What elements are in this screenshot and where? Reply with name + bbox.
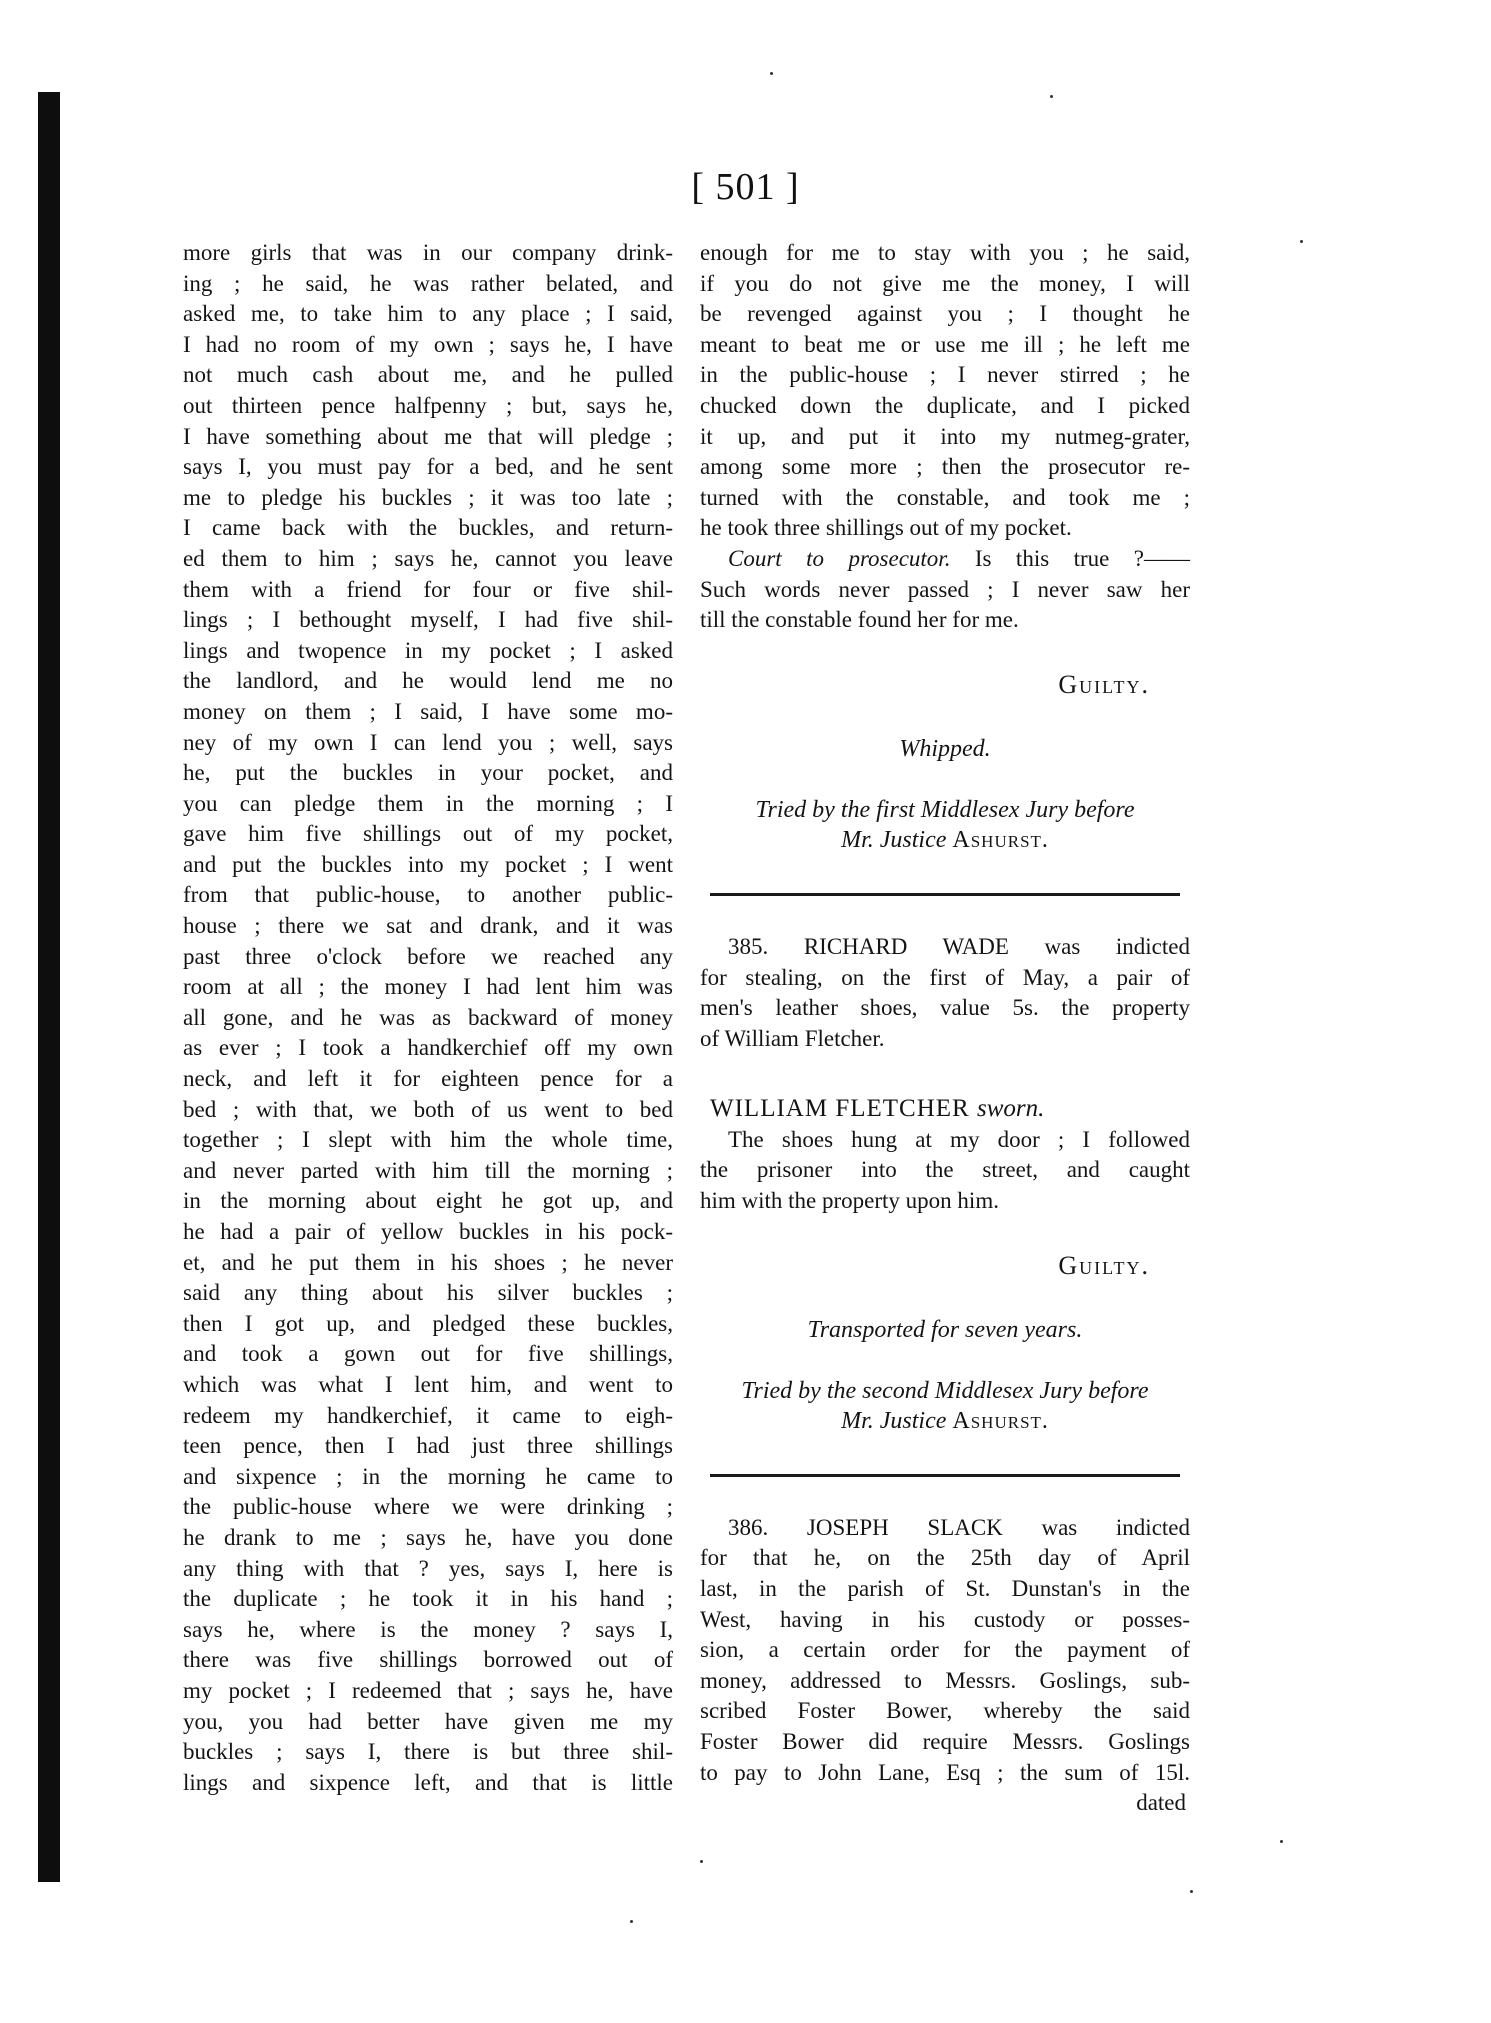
text-line: the public-house where we were drinking ; <box>183 1494 673 1520</box>
trial-note-line: Tried by the second Middlesex Jury before <box>741 1377 1149 1404</box>
text-line: lings and sixpence left, and that is little <box>183 1769 673 1795</box>
right-column <box>700 238 1190 1819</box>
paper-speck <box>630 1920 633 1923</box>
text-line: money, addressed to Messrs. Goslings, sub- <box>700 1667 1190 1693</box>
text-line: West, having in his custody or posses- <box>700 1606 1190 1632</box>
text-line: to pay to John Lane, Esq ; the sum of 15l. <box>700 1759 1190 1785</box>
text-line: for stealing, on the first of May, a pair of <box>700 964 1190 990</box>
text-line: from that public-house, to another public- <box>183 882 673 908</box>
text-line: he had a pair of yellow buckles in his pock- <box>183 1219 673 1244</box>
text-line: as ever ; I took a handkerchief off my own <box>183 1035 673 1061</box>
text-line: them with a friend for four or five shil- <box>183 576 673 602</box>
text-line: The shoes hung at my door ; I followed <box>728 1126 1190 1152</box>
text-line: I came back with the buckles, and return- <box>183 515 673 541</box>
text-line: if you do not give me the money, I will <box>700 270 1190 296</box>
prosecutor-answer <box>700 575 1190 636</box>
witness-sworn: sworn. <box>976 1095 1045 1123</box>
case-385 <box>700 932 1190 1054</box>
text-line: sion, a certain order for the payment of <box>700 1637 1190 1663</box>
text-line: the landlord, and he would lend me no <box>183 668 673 694</box>
text-line: till the constable found her for me. <box>700 607 1019 633</box>
verdict-385: Guilty. <box>1058 1250 1150 1280</box>
text-line: money on them ; I said, I have some mo- <box>183 698 673 724</box>
text-line: you, you had better have given me my <box>183 1708 673 1734</box>
text-line: the duplicate ; he took it in his hand ; <box>183 1586 673 1612</box>
text-line: it up, and put it into my nutmeg-grater, <box>700 423 1190 449</box>
text-line: past three o'clock before we reached any <box>183 943 673 969</box>
sentence-transported: Transported for seven years. <box>807 1317 1083 1344</box>
verdict-385-prior: Guilty. <box>1058 669 1150 699</box>
trial-note-line: Tried by the first Middlesex Jury before <box>755 796 1135 823</box>
text-line: in the public-house ; I never stirred ; he <box>700 362 1190 388</box>
text-line: and sixpence ; in the morning he came to <box>183 1463 673 1489</box>
text-line: house ; there we sat and drank, and it was <box>183 913 673 939</box>
text-line: Such words never passed ; I never saw her <box>700 576 1190 602</box>
text-line: turned with the constable, and took me ; <box>700 484 1190 510</box>
text-line: any thing with that ? yes, says I, here is <box>183 1555 673 1581</box>
court-question-text: Is this true ?—— <box>950 545 1190 571</box>
sentence-whipped: Whipped. <box>899 736 991 763</box>
text-line: scribed Foster Bower, whereby the said <box>700 1698 1190 1724</box>
text-line: ney of my own I can lend you ; well, says <box>183 729 673 755</box>
text-line: among some more ; then the prosecutor re- <box>700 454 1190 480</box>
catchword: dated <box>1136 1790 1186 1816</box>
text-line: chucked down the duplicate, and I picked <box>700 392 1190 418</box>
text-line: be revenged against you ; I thought he <box>700 301 1190 327</box>
section-divider <box>710 893 1180 896</box>
text-line: together ; I slept with him the whole time, <box>183 1127 673 1153</box>
judge-name: Ashurst. <box>952 826 1049 853</box>
text-line: him with the property upon him. <box>700 1188 999 1214</box>
text-line: I had no room of my own ; says he, I have <box>183 331 673 357</box>
witness-testimony <box>700 1125 1190 1217</box>
text-line: bed ; with that, we both of us went to bed <box>183 1096 673 1122</box>
text-line: meant to beat me or use me ill ; he left me <box>700 331 1190 357</box>
text-line: said any thing about his silver buckles ; <box>183 1280 673 1306</box>
text-line: more girls that was in our company drink- <box>183 240 673 265</box>
page-number: [ 501 ] <box>691 166 800 208</box>
witness-heading <box>700 1094 1190 1125</box>
court-label: Court to prosecutor. <box>728 545 951 571</box>
text-line: and put the buckles into my pocket ; I went <box>183 851 673 877</box>
text-line: all gone, and he was as backward of money <box>183 1004 673 1030</box>
case-386 <box>700 1513 1190 1788</box>
left-column <box>183 238 673 1798</box>
text-line: in the morning about eight he got up, and <box>183 1188 673 1214</box>
text-line: lings and twopence in my pocket ; I asked <box>183 637 673 663</box>
testimony-continuation <box>700 238 1190 544</box>
paper-speck <box>1280 1840 1283 1843</box>
text-line: the prisoner into the street, and caught <box>700 1157 1190 1183</box>
text-line: neck, and left it for eighteen pence for a <box>183 1066 673 1092</box>
text-line: gave him five shillings out of my pocket, <box>183 821 673 847</box>
text-line: 386. JOSEPH SLACK was indicted <box>728 1514 1190 1540</box>
paper-speck <box>700 1860 703 1863</box>
text-line: asked me, to take him to any place ; I said, <box>183 301 673 327</box>
section-divider <box>710 1474 1180 1477</box>
paper-speck <box>1050 95 1053 98</box>
paper-speck <box>1190 1890 1193 1893</box>
text-line: last, in the parish of St. Dunstan's in the <box>700 1576 1190 1602</box>
text-line: 385. RICHARD WADE was indicted <box>728 933 1190 959</box>
text-line: Foster Bower did require Messrs. Goslings <box>700 1729 1190 1754</box>
text-line: my pocket ; I redeemed that ; says he, have <box>183 1677 673 1703</box>
text-line: not much cash about me, and he pulled <box>183 362 673 388</box>
text-line: buckles ; says I, there is but three shil- <box>183 1739 673 1765</box>
text-line: he drank to me ; says he, have you done <box>183 1524 673 1550</box>
text-line: I have something about me that will pledge ; <box>183 423 673 449</box>
trial-note-line <box>700 1406 1190 1436</box>
text-line: teen pence, then I had just three shillings <box>183 1433 673 1459</box>
text-line: there was five shillings borrowed out of <box>183 1647 673 1673</box>
text-line: which was what I lent him, and went to <box>183 1371 673 1397</box>
trial-note-second-jury <box>700 1376 1190 1436</box>
page-binding-edge <box>38 92 60 1882</box>
text-line: says he, where is the money ? says I, <box>183 1616 673 1642</box>
text-line: he, put the buckles in your pocket, and <box>183 760 673 786</box>
trial-note-first-jury <box>700 795 1190 855</box>
left-column-text <box>183 238 673 1798</box>
trial-note-line <box>700 825 1190 855</box>
text-line: men's leather shoes, value 5s. the property <box>700 995 1190 1021</box>
text-line: he took three shillings out of my pocket. <box>700 515 1072 541</box>
text-line: ed them to him ; says he, cannot you leave <box>183 545 673 571</box>
judge-name: Ashurst. <box>952 1407 1049 1434</box>
text-line: redeem my handkerchief, it came to eigh- <box>183 1402 673 1428</box>
text-line: ing ; he said, he was rather belated, and <box>183 270 673 296</box>
text-line: and took a gown out for five shillings, <box>183 1341 673 1367</box>
text-line: enough for me to stay with you ; he said, <box>700 240 1190 265</box>
paper-speck <box>1300 240 1303 243</box>
judge-title: Mr. Justice <box>841 826 953 853</box>
text-line: et, and he put them in his shoes ; he never <box>183 1249 673 1275</box>
paper-speck <box>770 72 773 75</box>
text-line: room at all ; the money I had lent him was <box>183 974 673 1000</box>
text-line: then I got up, and pledged these buckles, <box>183 1310 673 1336</box>
text-line: for that he, on the 25th day of April <box>700 1545 1190 1571</box>
text-line: of William Fletcher. <box>700 1025 885 1051</box>
text-line: lings ; I bethought myself, I had five shil- <box>183 607 673 633</box>
text-line: out thirteen pence halfpenny ; but, says he, <box>183 392 673 418</box>
text-line: you can pledge them in the morning ; I <box>183 790 673 816</box>
judge-title: Mr. Justice <box>841 1407 953 1434</box>
text-line: and never parted with him till the morning ; <box>183 1157 673 1183</box>
court-question <box>700 544 1190 575</box>
text-line: me to pledge his buckles ; it was too late ; <box>183 484 673 510</box>
text-line: says I, you must pay for a bed, and he sent <box>183 454 673 480</box>
witness-name: WILLIAM FLETCHER <box>710 1095 977 1123</box>
